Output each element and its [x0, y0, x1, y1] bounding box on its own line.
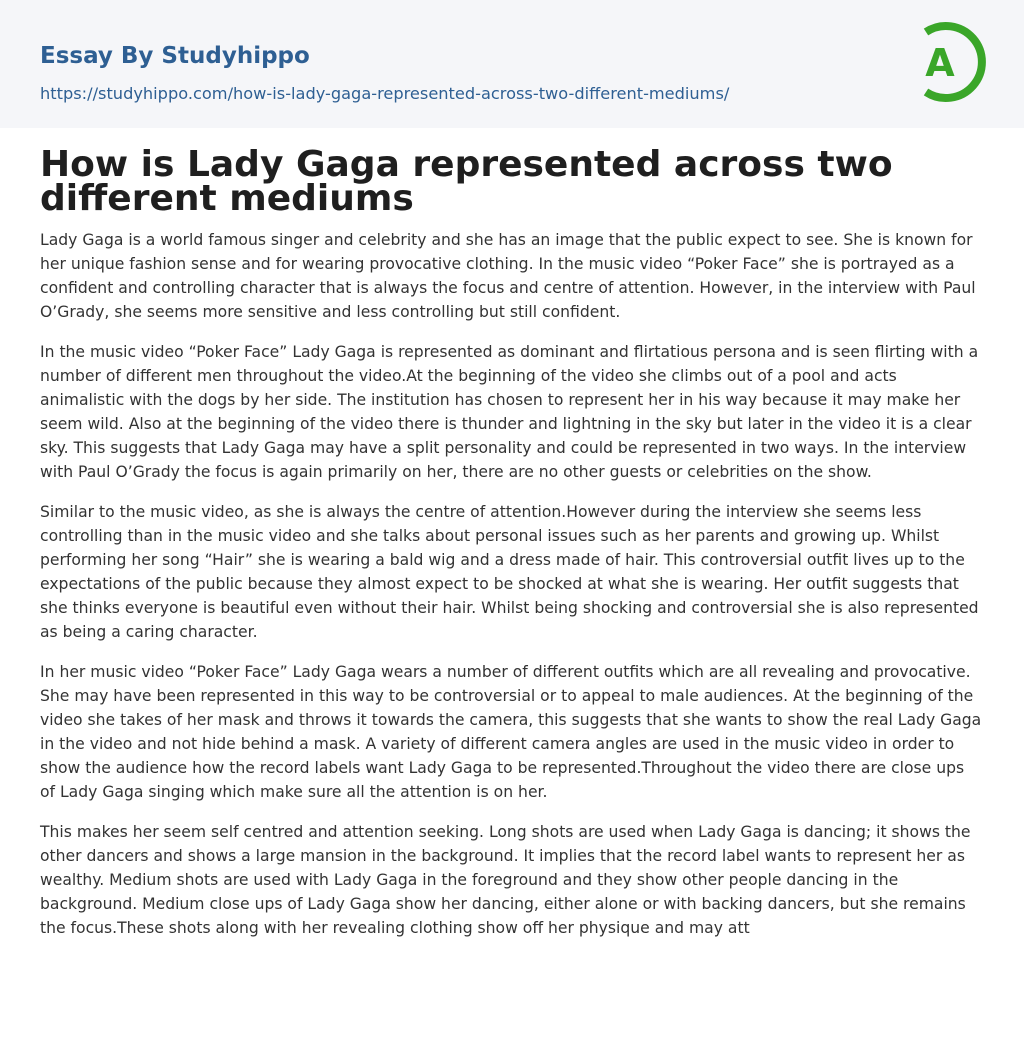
article: [40, 144, 984, 956]
article-paragraph: Lady Gaga is a world famous singer and celebrity and she has an image that the public expect to see. She is known for her unique fashion sense and for wearing provocative clothing. In the music video “Poker Face” she is portrayed as a confident and controlling character that is always the focus and centre of attention. However, in the interview with Paul O’Grady, she seems more sensitive and less controlling but still confident.: [40, 231, 976, 321]
logo-letter: A: [925, 41, 955, 85]
article-paragraph: In her music video “Poker Face” Lady Gaga wears a number of different outfits which are all revealing and provocative. She may have been represented in this way to be controversial or to appeal to male audiences. At the beginning of the video she takes of her mask and throws it towards the camera, this suggests that she wants to show the real Lady Gaga in the video and not hide behind a mask. A variety of different camera angles are used in the music video in order to show the audience how the record labels want Lady Gaga to be represented.Throughout the video there are close ups of Lady Gaga singing which make sure all the attention is on her.: [40, 663, 982, 801]
circle-a-logo-icon[interactable]: [910, 18, 988, 106]
brand-title[interactable]: Essay By Studyhippo: [40, 43, 310, 69]
article-paragraph: This makes her seem self centred and attention seeking. Long shots are used when Lady Gaga is dancing; it shows the other dancers and shows a large mansion in the background. It implies that the record label wants to represent her as wealthy. Medium shots are used with Lady Gaga in the foreground and they show other people dancing in the background. Medium close ups of Lady Gaga show her dancing, either alone or with backing dancers, but she remains the focus.These shots along with her revealing clothing show off her physique and may att: [40, 823, 971, 937]
essay-url-link[interactable]: https://studyhippo.com/how-is-lady-gaga-represented-across-two-different-mediums/: [40, 84, 730, 103]
page-title: How is Lady Gaga represented across two different mediums: [40, 144, 893, 219]
site-header: [0, 0, 1024, 128]
article-paragraph: In the music video “Poker Face” Lady Gaga is represented as dominant and flirtatious persona and is seen flirting with a number of different men throughout the video.At the beginning of the video she climbs out of a pool and acts animalistic with the dogs by her side. The institution has chosen to represent her in his way because it may make her seem wild. Also at the beginning of the video there is thunder and lightning in the sky but later in the video it is a clear sky. This suggests that Lady Gaga may have a split personality and could be represented in two ways. In the interview with Paul O’Grady the focus is again primarily on her, there are no other guests or celebrities on the show.: [40, 343, 979, 481]
article-paragraph: Similar to the music video, as she is always the centre of attention.However during the interview she seems less controlling than in the music video and she talks about personal issues such as her parents and growing up. Whilst performing her song “Hair” she is wearing a bald wig and a dress made of hair. This controversial outfit lives up to the expectations of the public because they almost expect to be shocked at what she is wearing. Her outfit suggests that she thinks everyone is beautiful even without their hair. Whilst being shocking and controversial she is also represented as being a caring character.: [40, 503, 979, 641]
